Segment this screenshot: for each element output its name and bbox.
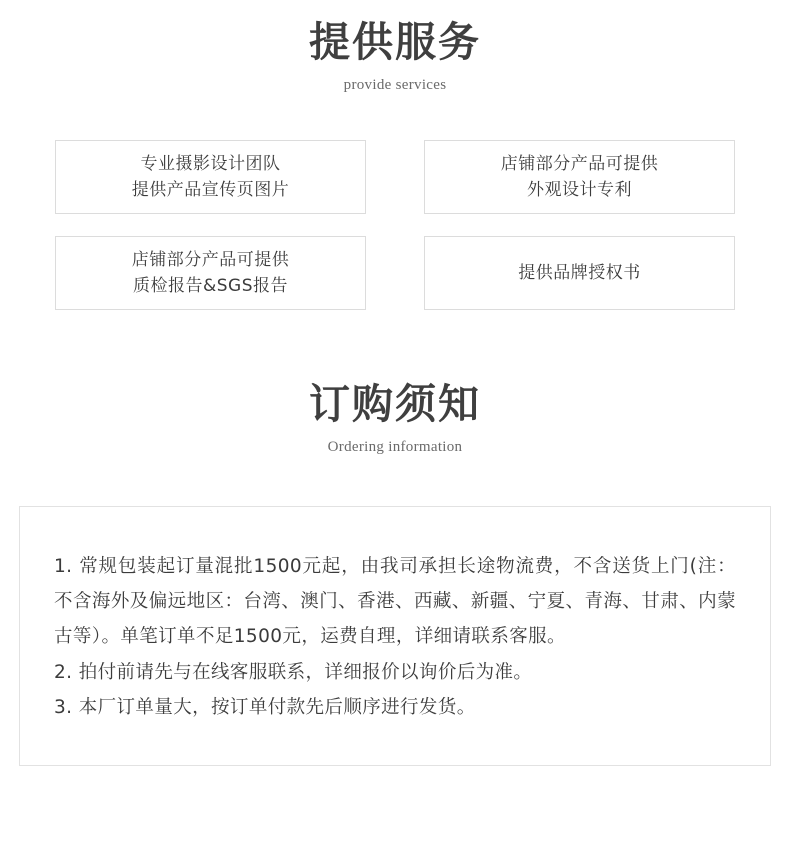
ordering-item-1: 1. 常规包装起订量混批1500元起，由我司承担长途物流费，不含送货上门(注：不含海外及偏远地区：台湾、澳门、香港、西藏、新疆、宁夏、青海、甘肃、内蒙古等）。单笔订单不足1500元，运费自理，详细请联系客服。 xyxy=(54,556,736,648)
service-card-quality-report xyxy=(55,236,366,310)
service-card-line-1: 提供品牌授权书 xyxy=(518,262,641,283)
service-card-line-1: 店铺部分产品可提供 xyxy=(500,153,659,174)
service-card-design-patent xyxy=(424,140,735,214)
ordering-title-en: Ordering information xyxy=(327,439,463,456)
service-card-line-1: 店铺部分产品可提供 xyxy=(131,249,290,270)
service-card-photography xyxy=(55,140,366,214)
ordering-info-box xyxy=(19,506,771,766)
services-title-cn: 提供服务 xyxy=(309,18,481,66)
ordering-item-2: 2. 拍付前请先与在线客服联系，详细报价以询价后为准。 xyxy=(54,661,533,683)
service-card-line-1: 专业摄影设计团队 xyxy=(140,153,281,174)
service-card-line-2: 提供产品宣传页图片 xyxy=(131,180,290,201)
services-title-en: provide services xyxy=(343,77,447,94)
service-card-line-2: 外观设计专利 xyxy=(527,180,632,201)
service-card-line-2: 质检报告&SGS报告 xyxy=(132,276,288,297)
services-grid xyxy=(55,140,735,310)
services-heading-block xyxy=(0,0,790,94)
service-card-brand-authorization xyxy=(424,236,735,310)
ordering-item-3: 3. 本厂订单量大，按订单付款先后顺序进行发货。 xyxy=(54,696,476,718)
ordering-title-cn: 订购须知 xyxy=(309,380,481,429)
ordering-heading-block xyxy=(0,382,790,456)
